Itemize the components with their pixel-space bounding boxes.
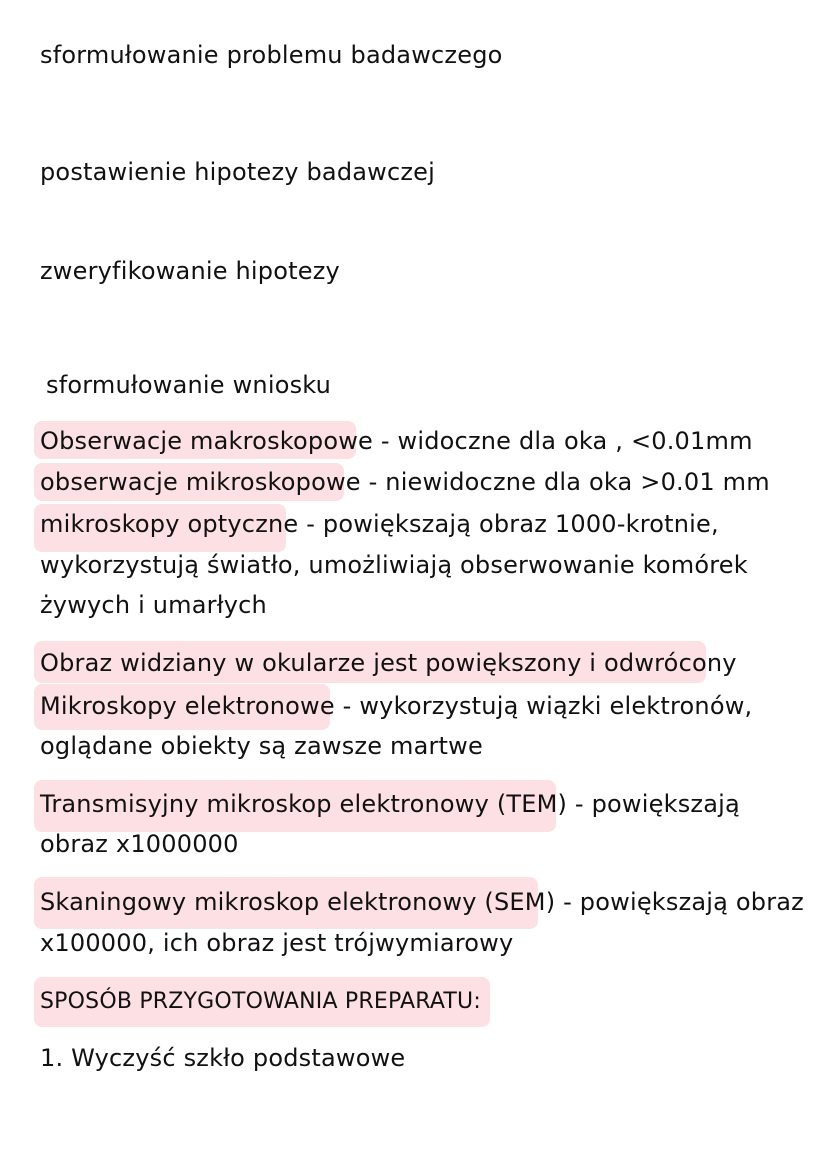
heading-sposob: SPOSÓB PRZYGOTOWANIA PREPARATU: xyxy=(40,989,481,1014)
step-conclusion: sformułowanie wniosku xyxy=(46,371,332,399)
note-elektron xyxy=(40,689,752,723)
term-tem: Transmisyjny mikroskop elektronowy (TEM) xyxy=(40,790,568,818)
note-optyczne-line2: wykorzystują światło, umożliwiają obserwowanie komórek xyxy=(40,551,748,579)
note-sem xyxy=(40,885,804,919)
step-1: 1. Wyczyść szkło podstawowe xyxy=(40,1044,406,1072)
desc-tem: - powiększają xyxy=(567,790,740,818)
desc-makro: - widoczne dla oka , <0.01mm xyxy=(373,427,753,455)
note-mikro xyxy=(40,465,770,499)
note-tem-line2: obraz x1000000 xyxy=(40,830,239,858)
note-optyczne xyxy=(40,507,719,541)
note-tem xyxy=(40,787,740,821)
desc-mikro: - niewidoczne dla oka >0.01 mm xyxy=(360,468,770,496)
note-optyczne-line3: żywych i umarłych xyxy=(40,591,267,619)
term-elektron: Mikroskopy elektronowe xyxy=(40,692,335,720)
note-makro xyxy=(40,424,753,458)
note-okular: Obraz widziany w okularze jest powiększony i odwrócony xyxy=(40,649,737,677)
term-sem: Skaningowy mikroskop elektronowy (SEM) xyxy=(40,888,556,916)
desc-elektron: - wykorzystują wiązki elektronów, xyxy=(334,692,753,720)
term-mikro: obserwacje mikroskopowe xyxy=(40,468,361,496)
note-elektron-line2: oglądane obiekty są zawsze martwe xyxy=(40,732,483,760)
desc-optyczne: - powiększają obraz 1000-krotnie, xyxy=(298,510,719,538)
term-optyczne: mikroskopy optyczne xyxy=(40,510,299,538)
note-sem-line2: x100000, ich obraz jest trójwymiarowy xyxy=(40,929,514,957)
step-verify: zweryfikowanie hipotezy xyxy=(40,257,340,285)
term-makro: Obserwacje makroskopowe xyxy=(40,427,374,455)
step-problem: sformułowanie problemu badawczego xyxy=(40,41,503,69)
step-hypothesis: postawienie hipotezy badawczej xyxy=(40,158,436,186)
desc-sem: - powiększają obraz xyxy=(555,888,804,916)
